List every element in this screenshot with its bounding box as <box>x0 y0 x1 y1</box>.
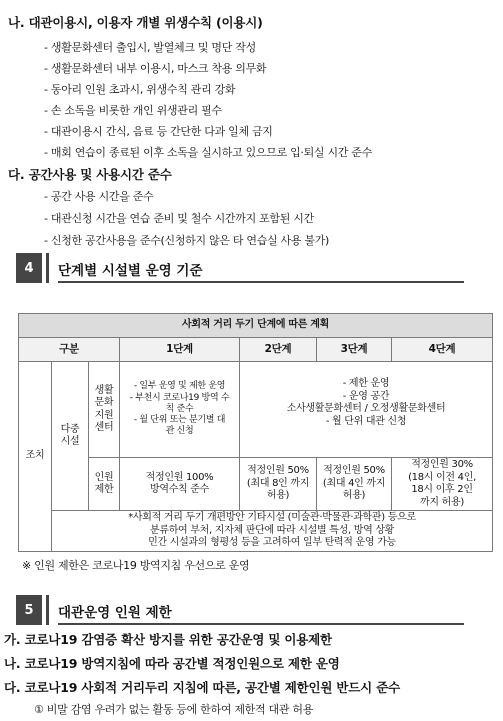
text-line: 시설 <box>60 436 80 447</box>
section-da-heading: 다. 공간사용 및 사용시간 준수 <box>8 167 172 182</box>
section-da-item: - 공간 사용 시간을 준수 <box>44 190 154 203</box>
limit-stage-2 <box>240 458 317 511</box>
text-line: 제한 <box>94 484 114 495</box>
text-line: 다중 <box>60 423 80 435</box>
text-line: - 일부 운영 및 제한 운영 <box>133 381 226 392</box>
section-5-header <box>16 595 464 625</box>
text-line: - 월 단위 대관 신청 <box>325 415 407 427</box>
text-line: - 부천시 코로나19 방역 수 <box>129 392 230 403</box>
text-line: 칙 준수 <box>165 403 194 414</box>
section-na-item: - 생활문화센터 출입시, 발열체크 및 명단 작성 <box>44 41 256 54</box>
personnel-note: ※ 인원 제한은 코로나19 방역지침 우선으로 운영 <box>22 559 250 572</box>
section-da-item: - 대관신청 시간을 연습 준비 및 철수 시간까지 포함된 시간 <box>44 212 314 225</box>
header-category: 구분 <box>19 338 120 362</box>
text-line: 적정인원 50% <box>247 465 309 477</box>
section-4-title: 단계별 시설별 운영 기준 <box>58 263 203 279</box>
section-5-title: 대관운영 인원 제한 <box>58 605 172 621</box>
section-4-divider <box>46 253 49 283</box>
text-line: 까지 허용) <box>420 496 464 508</box>
row-label-measure: 조치 <box>19 362 52 552</box>
section-na-item: - 동아리 인원 초과시, 위생수칙 관리 강화 <box>44 83 236 96</box>
limit-label <box>89 458 120 511</box>
section-na-item: - 매회 연습이 종료된 이후 소독을 실시하고 있으므로 입·퇴실 시간 준수 <box>44 146 372 159</box>
section-4-header <box>16 253 464 283</box>
text-line: 방역수칙 준수 <box>149 484 210 495</box>
center-stage-1 <box>120 362 240 458</box>
section-5-divider <box>46 595 49 625</box>
section-5-line-da: 다. 코로나19 사회적 거리두리 지침에 따른, 공간별 제한인원 반드시 준수 <box>4 680 400 695</box>
distancing-plan-table <box>18 313 493 552</box>
header-stage-2: 2단계 <box>240 338 317 362</box>
section-na-heading: 나. 대관이용시, 이용자 개별 위생수칙 (이용시) <box>8 15 263 30</box>
text-line: - 운영 공간 <box>342 390 390 402</box>
section-na-item: - 대관이용시 간식, 음료 등 간단한 다과 일체 금지 <box>44 125 273 138</box>
section-na-item: - 생활문화센터 내부 이용시, 마스크 착용 의무화 <box>44 62 267 75</box>
section-na-item: - 손 소독을 비롯한 개인 위생관리 필수 <box>44 104 222 117</box>
text-line: 18시 이후 2인 <box>411 484 473 495</box>
section-da-item: - 신청한 공간사용을 준수(신청하지 않은 타 연습실 사용 불가) <box>44 234 330 247</box>
table-title: 사회적 거리 두기 단계에 따른 계획 <box>19 314 493 338</box>
text-line: 생활 <box>94 384 114 396</box>
text-line: 허용) <box>342 490 366 502</box>
text-line: 인원 <box>94 471 114 483</box>
limit-stage-4 <box>392 458 493 511</box>
section-5-line-na: 나. 코로나19 방역지침에 따라 공간별 적정인원으로 제한 운영 <box>4 656 340 671</box>
section-4-underline <box>58 281 464 283</box>
header-stage-1: 1단계 <box>120 338 240 362</box>
section-5-item-1: ① 비말 감염 우려가 없는 활동 등에 한하여 제한적 대관 허용 <box>34 703 314 716</box>
text-line: 소사생활문화센터 / 오정생활문화센터 <box>286 403 446 414</box>
header-stage-4: 4단계 <box>392 338 493 362</box>
text-line: 센터 <box>94 422 114 433</box>
section-4-number: 4 <box>16 253 42 283</box>
text-line: 허용) <box>266 490 290 502</box>
text-line: 적정인원 50% <box>323 465 385 477</box>
limit-stage-3 <box>317 458 392 511</box>
text-line: (18시 이전 4인, <box>408 471 476 483</box>
header-stage-3: 3단계 <box>317 338 392 362</box>
center-stage-2-4 <box>240 362 493 458</box>
table-footnote <box>52 511 493 552</box>
text-line: 관 신청 <box>165 426 194 437</box>
text-line: 적정인원 100% <box>145 471 214 483</box>
text-line: (최대 4인 까지 <box>322 477 386 489</box>
text-line: - 제한 운영 <box>342 378 390 389</box>
text-line: 지원 <box>94 409 114 421</box>
text-line: 분류하여 부처, 지자체 판단에 따라 시설별 특성, 방역 상황 <box>149 524 395 536</box>
limit-stage-1 <box>120 458 240 511</box>
text-line: 문화 <box>94 397 114 408</box>
section-5-line-ga: 가. 코로나19 감염증 확산 방지를 위한 공간운영 및 이용제한 <box>4 632 332 647</box>
section-5-underline <box>58 623 464 625</box>
text-line: - 월 단위 또는 분기별 대 <box>133 415 226 426</box>
center-label <box>89 362 120 458</box>
text-line: 민간 시설과의 형평성 등을 고려하여 일부 탄력적 운영 가능 <box>148 537 396 548</box>
text-line: *사회적 거리 두기 개편방안 기타시설 (미술관·박물관·과학관) 등으로 <box>128 512 416 523</box>
section-5-number: 5 <box>16 595 42 625</box>
sub-label-facility <box>52 362 89 511</box>
text-line: (최대 8인 까지 <box>246 477 310 489</box>
text-line: 적정인원 30% <box>411 459 473 470</box>
